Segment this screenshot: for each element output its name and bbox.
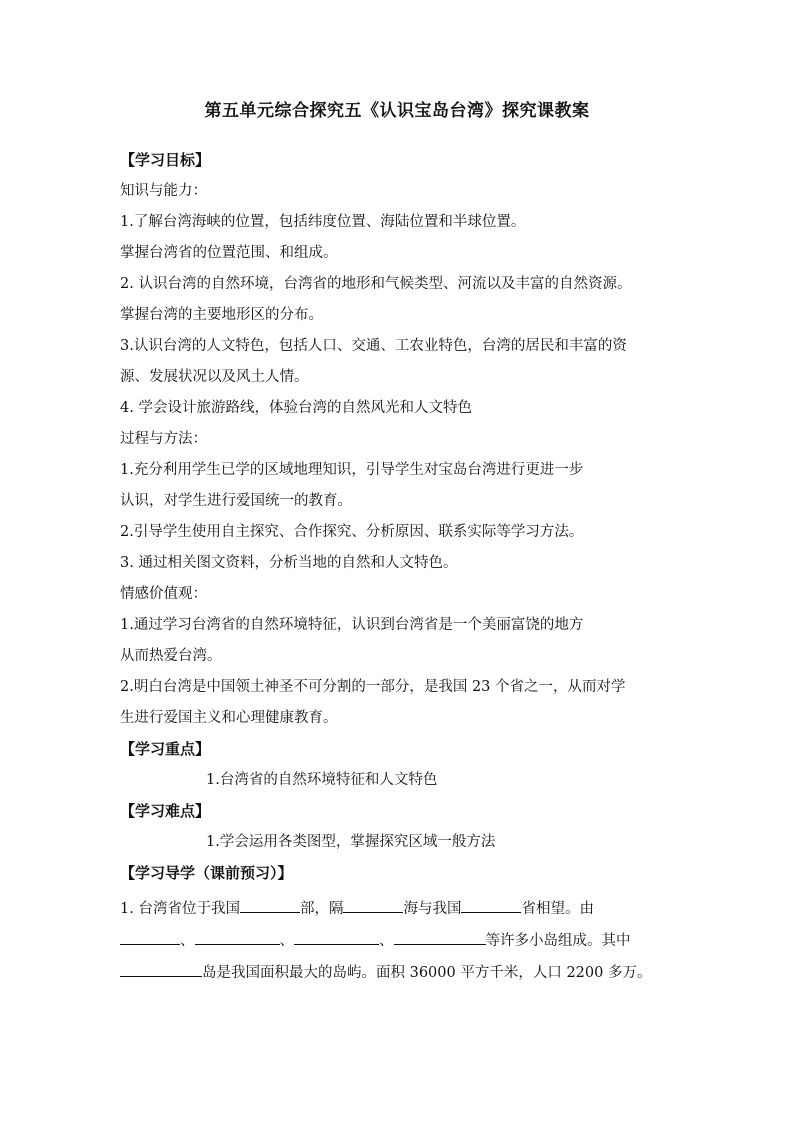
section-heading-preview: 【学习导学（课前预习）】 — [120, 864, 293, 882]
fill-blank[interactable] — [120, 928, 180, 945]
section-heading-key: 【学习重点】 — [120, 740, 211, 758]
question-text: 海与我国 — [403, 901, 462, 917]
fill-blank[interactable] — [195, 928, 280, 945]
knowledge-label: 知识与能力： — [120, 183, 207, 199]
goal-line: 1.充分利用学生已学的区域地理知识，引导学生对宝岛台湾进行更进一步 — [120, 462, 584, 478]
fill-blank[interactable] — [120, 960, 202, 977]
goal-line: 2.引导学生使用自主探究、合作探究、分析原因、联系实际等学习方法。 — [120, 524, 584, 540]
fill-blank[interactable] — [294, 928, 379, 945]
question-text: 等许多小岛组成。其中 — [485, 933, 631, 949]
goal-line: 1.了解台湾海峡的位置，包括纬度位置、海陆位置和半球位置。 — [120, 214, 526, 230]
process-label: 过程与方法： — [120, 431, 207, 447]
preview-question-line — [120, 896, 594, 919]
separator: 、 — [279, 933, 294, 949]
fill-blank[interactable] — [240, 896, 300, 913]
question-text: 部，隔 — [299, 901, 344, 917]
question-text: 1. 台湾省位于我国 — [120, 901, 240, 917]
goal-line: 源、发展状况以及风土人情。 — [120, 369, 309, 385]
difficult-point-item: 1.学会运用各类图型，掌握探究区域一般方法 — [206, 834, 496, 850]
separator: 、 — [180, 933, 195, 949]
fill-blank[interactable] — [461, 896, 521, 913]
fill-blank[interactable] — [343, 896, 403, 913]
goal-line: 掌握台湾的主要地形区的分布。 — [120, 307, 323, 323]
section-heading-difficult: 【学习难点】 — [120, 802, 211, 820]
preview-question-line — [120, 960, 651, 983]
section-heading-goals: 【学习目标】 — [120, 151, 211, 169]
page-title: 第五单元综合探究五《认识宝岛台湾》探究课教案 — [204, 101, 590, 121]
goal-line: 3.认识台湾的人文特色，包括人口、交通、工农业特色，台湾的居民和丰富的资 — [120, 338, 627, 354]
fill-blank[interactable] — [394, 928, 486, 945]
goal-line: 2. 认识台湾的自然环境，台湾省的地形和气候类型、河流以及丰富的自然资源。 — [120, 276, 632, 292]
key-point-item: 1.台湾省的自然环境特征和人文特色 — [206, 772, 438, 788]
goal-line: 1.通过学习台湾省的自然环境特征，认识到台湾省是一个美丽富饶的地方 — [120, 617, 584, 633]
goal-line: 3. 通过相关图文资料，分析当地的自然和人文特色。 — [120, 555, 458, 571]
preview-question-line — [120, 928, 631, 951]
emotion-label: 情感价值观： — [120, 586, 207, 602]
goal-line: 生进行爱国主义和心理健康教育。 — [120, 710, 338, 726]
goal-line: 从而热爱台湾。 — [120, 648, 222, 664]
goal-line: 掌握台湾省的位置范围、和组成。 — [120, 245, 338, 261]
goal-line: 2.明白台湾是中国领土神圣不可分割的一部分，是我国 23 个省之一，从而对学 — [120, 679, 626, 695]
separator: 、 — [379, 933, 394, 949]
question-text: 岛是我国面积最大的岛屿。面积 36000 平方千米，人口 2200 多万。 — [202, 965, 652, 981]
goal-line: 认识，对学生进行爱国统一的教育。 — [120, 493, 352, 509]
question-text: 省相望。由 — [521, 901, 594, 917]
goal-line: 4. 学会设计旅游路线，体验台湾的自然风光和人文特色 — [120, 400, 472, 416]
